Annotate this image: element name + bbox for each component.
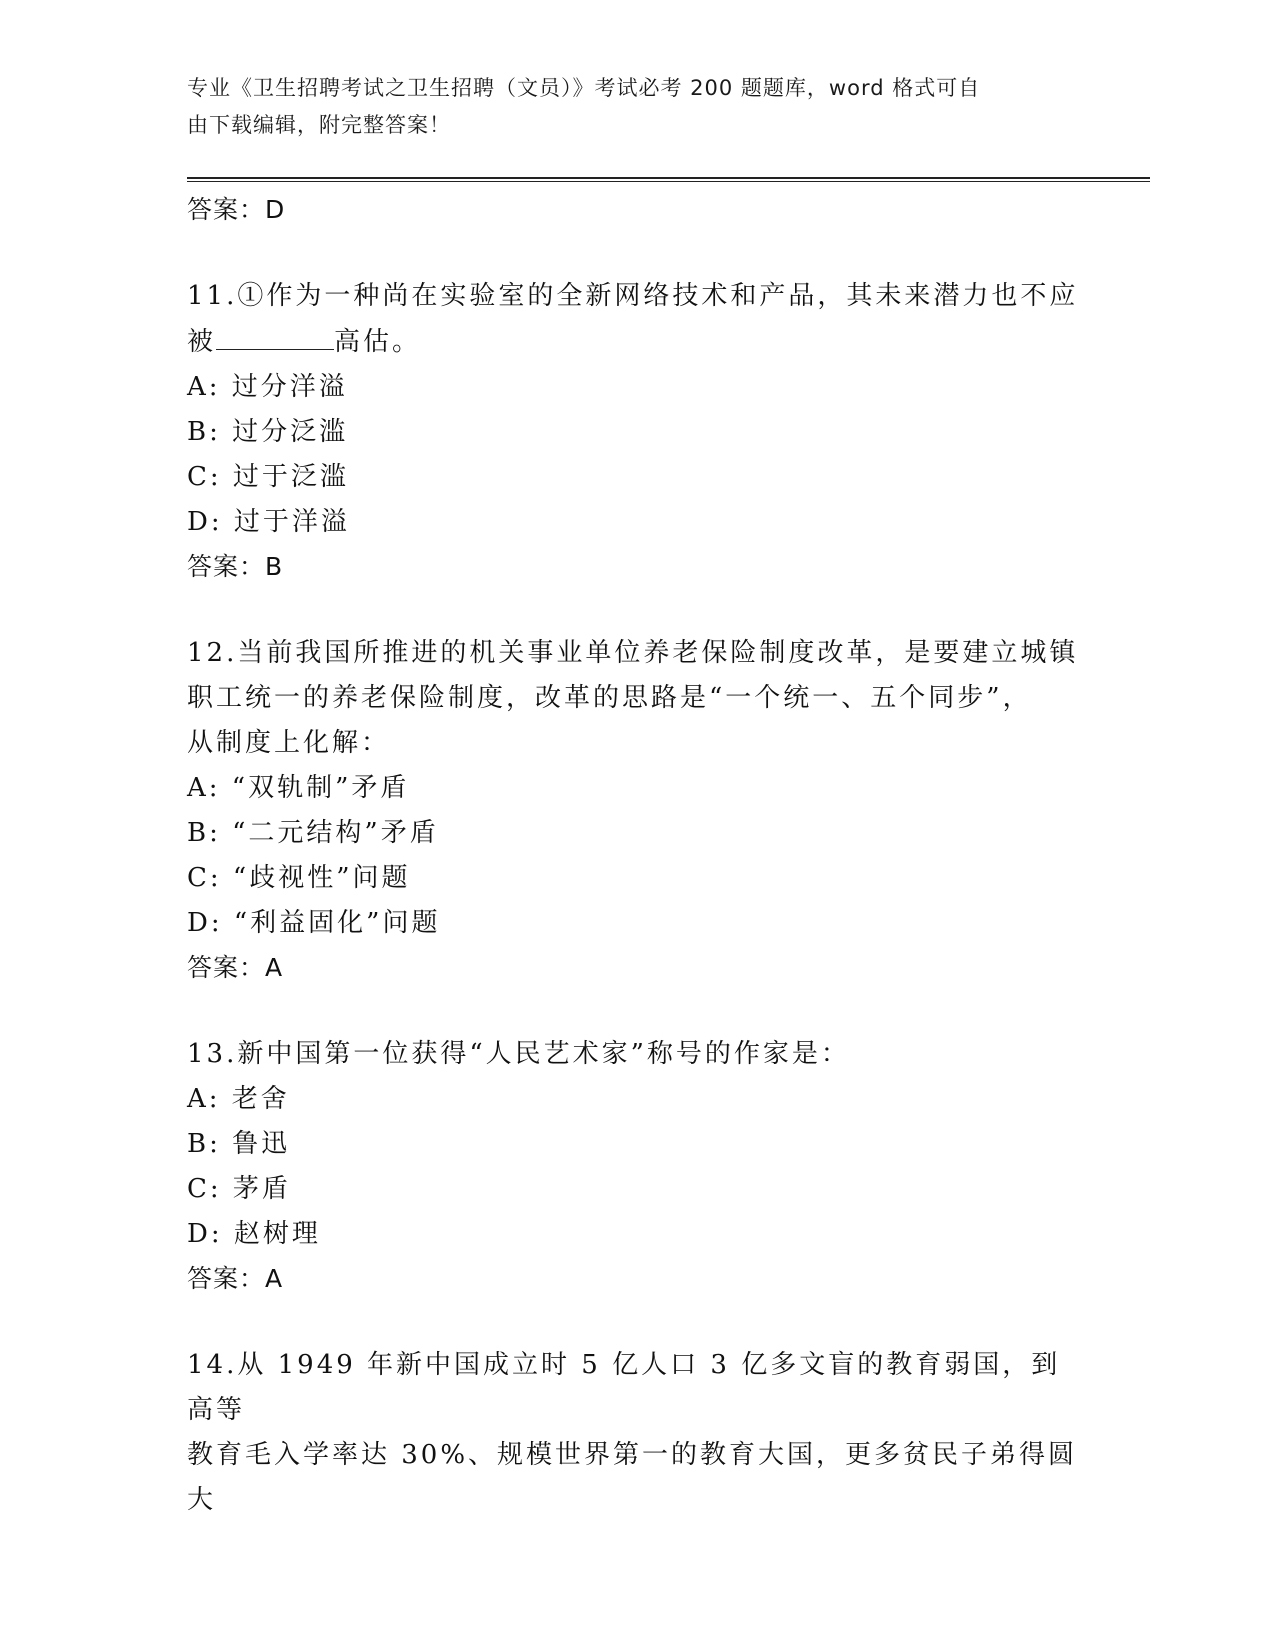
option-d: D: “利益固化”问题 [187,908,441,938]
document-header [187,70,1067,144]
answer-line: 答案：D [187,195,286,224]
header-divider-thick [187,177,1150,179]
option-b: B: “二元结构”矛盾 [187,818,439,848]
question-12 [187,631,1087,988]
option-c: C: 茅盾 [187,1174,291,1204]
question-text: 12.当前我国所推进的机关事业单位养老保险制度改革，是要建立城镇 [187,638,1079,668]
header-line-1: 专业《卫生招聘考试之卫生招聘（文员）》考试必考 200 题题库，word 格式可自 [187,76,981,100]
question-11 [187,274,1087,587]
option-a: A: 老舍 [187,1084,290,1114]
question-text: 教育毛入学率达 30%、规模世界第一的教育大国，更多贫民子弟得圆大 [187,1440,1078,1515]
header-divider-thin [187,181,1150,182]
question-text: 14.从 1949 年新中国成立时 5 亿人口 3 亿多文盲的教育弱国，到高等 [187,1350,1061,1425]
question-text: 职工统一的养老保险制度，改革的思路是“一个统一、五个同步”， [187,683,1032,713]
answer-line: 答案：A [187,1264,284,1293]
question-14 [187,1343,1087,1523]
question-text [187,319,1087,365]
option-c: C: 过于泛滥 [187,462,349,492]
option-d: D: 过于洋溢 [187,507,350,537]
question-text-part: 被 [187,327,217,357]
question-text: 从制度上化解： [187,728,391,758]
question-text-part: 高估。 [334,327,422,357]
answer-line: 答案：B [187,552,284,581]
fill-in-blank [216,319,334,350]
question-13 [187,1032,1087,1299]
option-d: D: 赵树理 [187,1219,321,1249]
question-text: 13.新中国第一位获得“人民艺术家”称号的作家是： [187,1039,850,1069]
answer-line: 答案：A [187,953,284,982]
option-a: A: “双轨制”矛盾 [187,773,410,803]
option-a: A: 过分洋溢 [187,372,348,402]
option-b: B: 鲁迅 [187,1129,291,1159]
option-c: C: “歧视性”问题 [187,863,411,893]
question-text: 11.①作为一种尚在实验室的全新网络技术和产品，其未来潜力也不应 [187,281,1079,311]
document-body [187,190,1087,1523]
option-b: B: 过分泛滥 [187,417,349,447]
header-line-2: 由下载编辑，附完整答案！ [187,113,451,137]
